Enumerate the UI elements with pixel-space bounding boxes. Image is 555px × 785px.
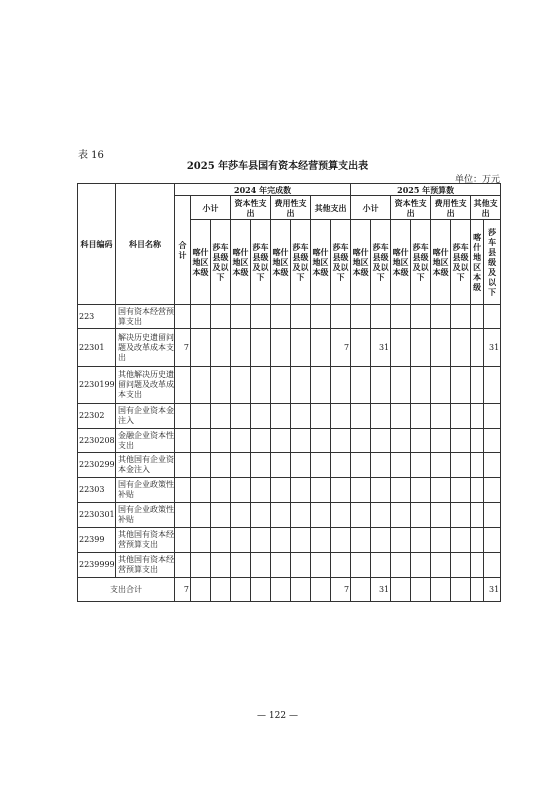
cell-subtotal-shache-2025: 31 xyxy=(371,578,391,602)
header-2025-group: 2025 年预算数 xyxy=(351,184,501,196)
table-row xyxy=(78,503,501,528)
table-row xyxy=(78,478,501,503)
header-shache: 莎车县级及以下 xyxy=(251,220,271,305)
row-code: 22301 xyxy=(78,329,116,367)
row-name: 国有企业资本金注入 xyxy=(116,404,175,429)
row-code: 2230199 xyxy=(78,367,116,404)
header-expense-2025: 费用性支出 xyxy=(431,196,471,220)
header-expense-2024: 费用性支出 xyxy=(271,196,311,220)
row-code: 22399 xyxy=(78,528,116,553)
table-row xyxy=(78,453,501,478)
row-name: 金融企业资本性支出 xyxy=(116,429,175,453)
cell-other-shache-2024 xyxy=(331,305,351,329)
row-code: 2239999 xyxy=(78,553,116,578)
row-name: 其他国有资本经营预算支出 xyxy=(116,553,175,578)
row-name: 解决历史遗留问题及改革成本支出 xyxy=(116,329,175,367)
table-row xyxy=(78,404,501,429)
header-total-2024: 合计 xyxy=(175,196,191,305)
header-capital-2024: 资本性支出 xyxy=(231,196,271,220)
table-row xyxy=(78,429,501,453)
total-label: 支出合计 xyxy=(78,578,175,602)
table-row xyxy=(78,329,501,367)
header-kashgar: 喀什地区本级 xyxy=(391,220,411,305)
header-2024-group: 2024 年完成数 xyxy=(175,184,351,196)
header-shache: 莎车县级及以下 xyxy=(211,220,231,305)
header-other-2025: 其他支出 xyxy=(471,196,501,220)
unit-note: 单位：万元 xyxy=(454,175,500,185)
header-shache: 莎车县级及以下 xyxy=(331,220,351,305)
header-shache: 莎车县级及以下 xyxy=(291,220,311,305)
header-subtotal-2024: 小计 xyxy=(191,196,231,220)
header-kashgar: 喀什地区本级 xyxy=(431,220,451,305)
cell-total-2024: 7 xyxy=(175,578,191,602)
page-number: — 122 — xyxy=(257,711,298,721)
header-code: 科目编码 xyxy=(78,184,116,305)
header-shache: 莎车县级及以下 xyxy=(371,220,391,305)
header-kashgar: 喀什地区本级 xyxy=(351,220,371,305)
row-name: 其他国有企业资本金注入 xyxy=(116,453,175,478)
cell-subtotal-shache-2025 xyxy=(371,305,391,329)
row-code: 22303 xyxy=(78,478,116,503)
cell-total-2024 xyxy=(175,305,191,329)
table-number: 表 16 xyxy=(78,150,104,161)
row-code: 223 xyxy=(78,305,116,329)
header-kashgar: 喀什地区本级 xyxy=(471,220,484,305)
row-code: 2230301 xyxy=(78,503,116,528)
table-row xyxy=(78,553,501,578)
row-code: 2230299 xyxy=(78,453,116,478)
cell-other-shache-2025 xyxy=(484,305,501,329)
cell-other-shache-2024: 7 xyxy=(331,578,351,602)
header-shache: 莎车县级及以下 xyxy=(411,220,431,305)
cell-total-2024: 7 xyxy=(175,329,191,367)
header-kashgar: 喀什地区本级 xyxy=(271,220,291,305)
budget-table xyxy=(77,183,501,602)
header-subtotal-2025: 小计 xyxy=(351,196,391,220)
row-code: 22302 xyxy=(78,404,116,429)
cell-other-shache-2024: 7 xyxy=(331,329,351,367)
row-name: 国有企业政策性补贴 xyxy=(116,503,175,528)
row-name: 其他国有资本经营预算支出 xyxy=(116,528,175,553)
table-row xyxy=(78,528,501,553)
table-row xyxy=(78,367,501,404)
header-shache: 莎车县级及以下 xyxy=(451,220,471,305)
row-code: 2230208 xyxy=(78,429,116,453)
cell-other-shache-2025: 31 xyxy=(484,578,501,602)
header-capital-2025: 资本性支出 xyxy=(391,196,431,220)
page-title: 2025 年莎车县国有资本经营预算支出表 xyxy=(186,161,369,172)
cell-other-shache-2025: 31 xyxy=(484,329,501,367)
header-shache: 莎车县级及以下 xyxy=(484,220,501,305)
row-name: 国有企业政策性补贴 xyxy=(116,478,175,503)
table-row xyxy=(78,305,501,329)
total-row xyxy=(78,578,501,602)
row-name: 其他解决历史遗留问题及改革成本支出 xyxy=(116,367,175,404)
header-name: 科目名称 xyxy=(116,184,175,305)
header-kashgar: 喀什地区本级 xyxy=(191,220,211,305)
header-kashgar: 喀什地区本级 xyxy=(311,220,331,305)
header-other-2024: 其他支出 xyxy=(311,196,351,220)
header-kashgar: 喀什地区本级 xyxy=(231,220,251,305)
row-name: 国有资本经营预算支出 xyxy=(116,305,175,329)
cell-subtotal-shache-2025: 31 xyxy=(371,329,391,367)
